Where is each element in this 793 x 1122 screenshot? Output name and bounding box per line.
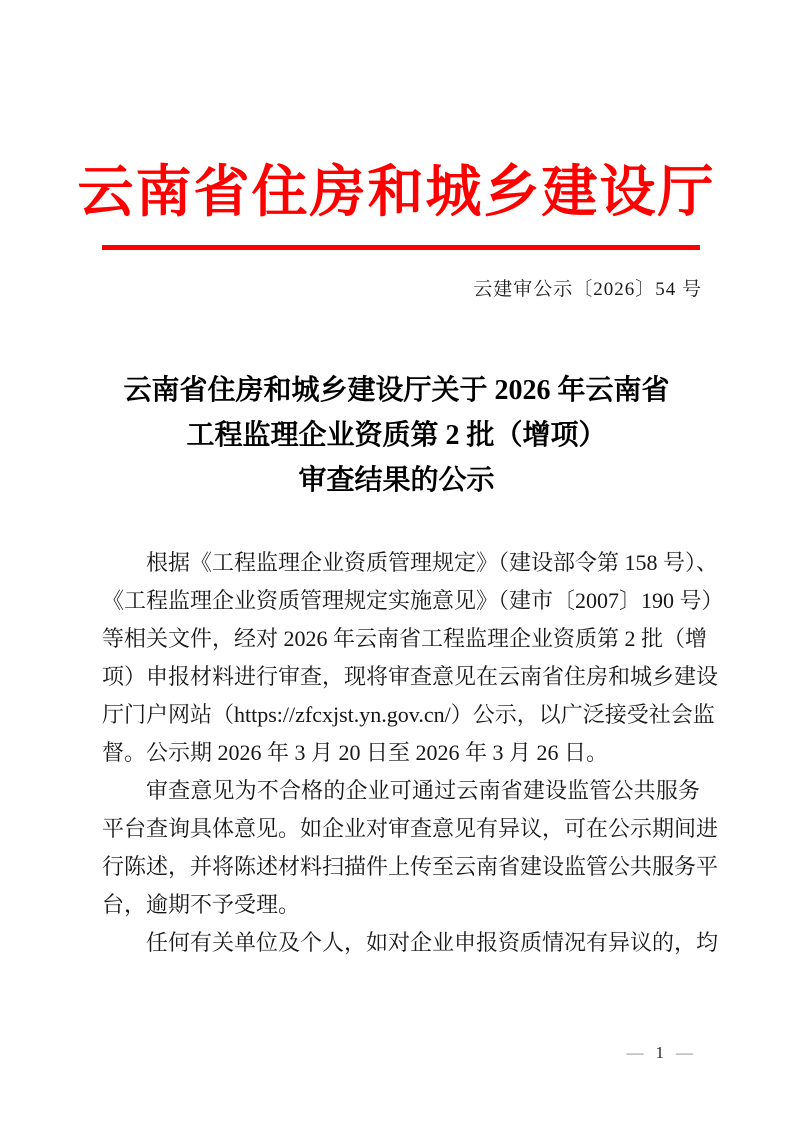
body-line: 厅门户网站（https://zfcxjst.yn.gov.cn/）公示，以广泛接受社会监: [102, 702, 715, 727]
document-body: [102, 544, 724, 962]
body-line: 根据《工程监理企业资质管理规定》（建设部令第 158 号）、: [146, 550, 719, 575]
document-title: [60, 368, 733, 503]
body-paragraph-1: [102, 544, 724, 772]
body-line: 项）申报材料进行审查，现将审查意见在云南省住房和城乡建设: [102, 664, 719, 689]
body-paragraph-2: [102, 772, 719, 924]
document-title-line-3: 审查结果的公示: [298, 465, 495, 496]
document-title-line-2: 工程监理企业资质第 2 批（增项）: [186, 420, 607, 451]
body-line: 审查意见为不合格的企业可通过云南省建设监管公共服务: [146, 778, 700, 803]
letterhead-divider-rule: [102, 245, 700, 250]
document-title-line-1: 云南省住房和城乡建设厅关于 2026 年云南省: [123, 375, 670, 406]
page-number-dash-left: —: [626, 1043, 644, 1062]
body-paragraph-3: [102, 924, 719, 962]
page-number-value: 1: [655, 1043, 664, 1062]
document-reference-number: 云建审公示〔2026〕54 号: [473, 279, 702, 300]
body-line: 等相关文件，经对 2026 年云南省工程监理企业资质第 2 批（增: [102, 626, 708, 651]
body-line: 任何有关单位及个人，如对企业申报资质情况有异议的，均: [146, 930, 719, 955]
body-line: 督。公示期 2026 年 3 月 20 日至 2026 年 3 月 26 日。: [102, 740, 609, 765]
agency-letterhead-title: 云南省住房和城乡建设厅: [77, 160, 716, 223]
body-line: 《工程监理企业资质管理规定实施意见》（建市〔2007〕190 号）: [102, 588, 724, 613]
body-line: 台，逾期不予受理。: [102, 892, 301, 917]
body-line: 行陈述，并将陈述材料扫描件上传至云南省建设监管公共服务平: [102, 854, 719, 879]
page-number-dash-right: —: [676, 1043, 693, 1062]
body-line: 平台查询具体意见。如企业对审查意见有异议，可在公示期间进: [102, 816, 719, 841]
page-number: [627, 1042, 694, 1064]
